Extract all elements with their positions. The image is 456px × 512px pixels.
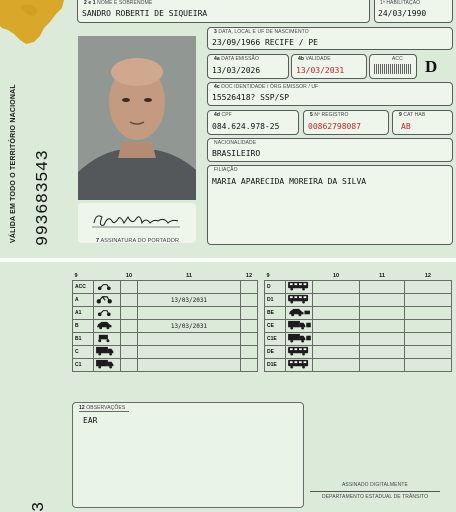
category-validity-date: [137, 333, 240, 346]
category-row: [73, 359, 258, 372]
signature-label: 7 ASSINATURA DO PORTADOR: [96, 238, 180, 244]
digital-signed-label: ASSINADO DIGITALMENTE: [342, 482, 408, 488]
category-letter: D: [425, 57, 438, 76]
doc-identity-value: 15526418? SSP/SP: [212, 93, 290, 102]
category-col-12: [240, 294, 257, 307]
column-header: 12: [424, 273, 431, 279]
first-license-field: 1ª HABILITAÇÃO 24/03/1990: [374, 0, 453, 23]
validity-field: 4b VALIDADE 13/03/2031: [291, 54, 367, 79]
car-icon: [94, 320, 121, 333]
moped-icon: [94, 281, 121, 294]
category-validity-date: [137, 281, 240, 294]
cat-hab-field: 9 CAT HAB AB: [392, 110, 453, 135]
category-code: C1: [73, 359, 94, 372]
categories-table-right: [264, 272, 452, 372]
column-header: 9: [74, 273, 78, 279]
category-col-10: [121, 333, 138, 346]
acc-field: ACC: [369, 54, 417, 79]
filiation-field: FILIAÇÃO MARIA APARECIDA MOREIRA DA SILVA: [207, 165, 453, 245]
registro-value: 00862798087: [308, 122, 361, 131]
category-row: [265, 333, 452, 346]
category-col-12: [404, 359, 451, 372]
category-code: D: [265, 281, 286, 294]
category-col-12: [404, 333, 451, 346]
category-col-12: [404, 294, 451, 307]
birth-value: 23/09/1966 RECIFE / PE: [212, 38, 318, 47]
category-validity-date: [360, 333, 405, 346]
category-code: DE: [265, 346, 286, 359]
category-col-12: [240, 281, 257, 294]
filiation-value: MARIA APARECIDA MOREIRA DA SILVA: [212, 177, 367, 186]
bus-trailer-icon: [286, 346, 313, 359]
category-row: [73, 294, 258, 307]
category-col-12: [240, 359, 257, 372]
category-code: CE: [265, 320, 286, 333]
card-number-vertical: 993683543: [34, 149, 53, 246]
category-validity-date: [360, 294, 405, 307]
category-col-10: [313, 346, 360, 359]
doc-identity-field: 4c DOC IDENTIDADE / ÓRG EMISSOR / UF 15526418? SSP/SP: [207, 82, 453, 106]
category-col-10: [121, 294, 138, 307]
category-code: D1E: [265, 359, 286, 372]
category-validity-date: [360, 307, 405, 320]
category-row: [265, 346, 452, 359]
observations-value: EAR: [83, 416, 98, 425]
portrait-photo: [78, 36, 196, 200]
issue-date-value: 13/03/2026: [212, 66, 261, 75]
category-col-10: [313, 294, 360, 307]
category-row: [265, 359, 452, 372]
name-value: SANDRO ROBERTI DE SIQUEIRA: [82, 9, 208, 18]
category-col-10: [313, 320, 360, 333]
category-code: BE: [265, 307, 286, 320]
category-col-10: [313, 307, 360, 320]
truck-trailer-icon: [286, 320, 313, 333]
category-validity-date: [137, 307, 240, 320]
category-col-10: [313, 359, 360, 372]
category-code: A: [73, 294, 94, 307]
category-col-10: [121, 320, 138, 333]
category-row: [73, 346, 258, 359]
trike-icon: [94, 333, 121, 346]
validity-vertical-text: VÁLIDA EM TODO O TERRITÓRIO NACIONAL: [10, 84, 17, 243]
name-field: 2 e 1 NOME E SOBRENOME SANDRO ROBERTI DE SIQUEIRA: [77, 0, 370, 23]
category-col-12: [240, 307, 257, 320]
cpf-value: 084.624.978-25: [212, 122, 280, 131]
car-trailer-icon: [286, 307, 313, 320]
category-row: [73, 333, 258, 346]
category-validity-date: [137, 346, 240, 359]
category-col-10: [121, 281, 138, 294]
nationality-field: NACIONALIDADE BRASILEIRO: [207, 138, 453, 162]
category-validity-date: [360, 359, 405, 372]
category-code: A1: [73, 307, 94, 320]
scooter-icon: [94, 307, 121, 320]
category-code: ACC: [73, 281, 94, 294]
cat-hab-value: AB: [401, 122, 411, 131]
column-header: 9: [266, 273, 270, 279]
category-col-12: [404, 320, 451, 333]
category-validity-date: 13/03/2031: [137, 294, 240, 307]
category-code: C1E: [265, 333, 286, 346]
motorcycle-icon: [94, 294, 121, 307]
small-truck-trailer-icon: [286, 333, 313, 346]
category-col-12: [240, 333, 257, 346]
column-header: 10: [125, 273, 133, 279]
photo-frame: [78, 36, 196, 200]
brazil-map-icon: [0, 0, 66, 46]
first-license-value: 24/03/1990: [378, 9, 427, 18]
department-label: DEPARTAMENTO ESTADUAL DE TRÂNSITO: [322, 494, 429, 500]
category-col-12: [240, 320, 257, 333]
column-header: 11: [379, 273, 385, 279]
category-col-10: [313, 281, 360, 294]
category-col-12: [404, 307, 451, 320]
category-col-10: [121, 359, 138, 372]
column-header: 12: [245, 273, 253, 279]
license-back: [0, 262, 456, 512]
category-col-10: [121, 346, 138, 359]
birth-field: 3 DATA, LOCAL E UF DE NASCIMENTO 23/09/1966 RECIFE / PE: [207, 27, 453, 50]
category-validity-date: [360, 281, 405, 294]
acc-barcode: [374, 64, 412, 74]
category-row: [265, 307, 452, 320]
category-validity-date: 13/03/2031: [137, 320, 240, 333]
cpf-field: 4d CPF 084.624.978-25: [207, 110, 299, 135]
observations-field: 12 OBSERVAÇÕES EAR: [72, 402, 304, 508]
nationality-value: BRASILEIRO: [212, 149, 261, 158]
card-number-vertical-back: 3: [30, 501, 49, 512]
validity-value: 13/03/2031: [296, 66, 345, 75]
category-validity-date: [360, 346, 405, 359]
category-code: B: [73, 320, 94, 333]
category-row: [265, 320, 452, 333]
categories-table-left: [72, 272, 258, 372]
category-col-10: [313, 333, 360, 346]
small-truck-icon: [94, 359, 121, 372]
truck-icon: [94, 346, 121, 359]
issue-date-field: 4a DATA EMISSÃO 13/03/2026: [207, 54, 289, 79]
category-code: B1: [73, 333, 94, 346]
registro-field: 5 Nº REGISTRO 00862798087: [303, 110, 389, 135]
column-header: 10: [332, 273, 340, 279]
column-header: 11: [186, 273, 192, 279]
category-row: [265, 281, 452, 294]
category-row: [73, 320, 258, 333]
category-col-12: [240, 346, 257, 359]
minibus-trailer-icon: [286, 359, 313, 372]
category-col-10: [121, 307, 138, 320]
category-code: D1: [265, 294, 286, 307]
handwritten-signature: [90, 209, 182, 231]
signature-box: [78, 203, 196, 243]
category-col-12: [404, 346, 451, 359]
bus-icon: [286, 281, 313, 294]
category-col-12: [404, 281, 451, 294]
minibus-icon: [286, 294, 313, 307]
category-validity-date: [360, 320, 405, 333]
category-row: [73, 281, 258, 294]
category-validity-date: [137, 359, 240, 372]
category-row: [265, 294, 452, 307]
category-row: [73, 307, 258, 320]
category-code: C: [73, 346, 94, 359]
